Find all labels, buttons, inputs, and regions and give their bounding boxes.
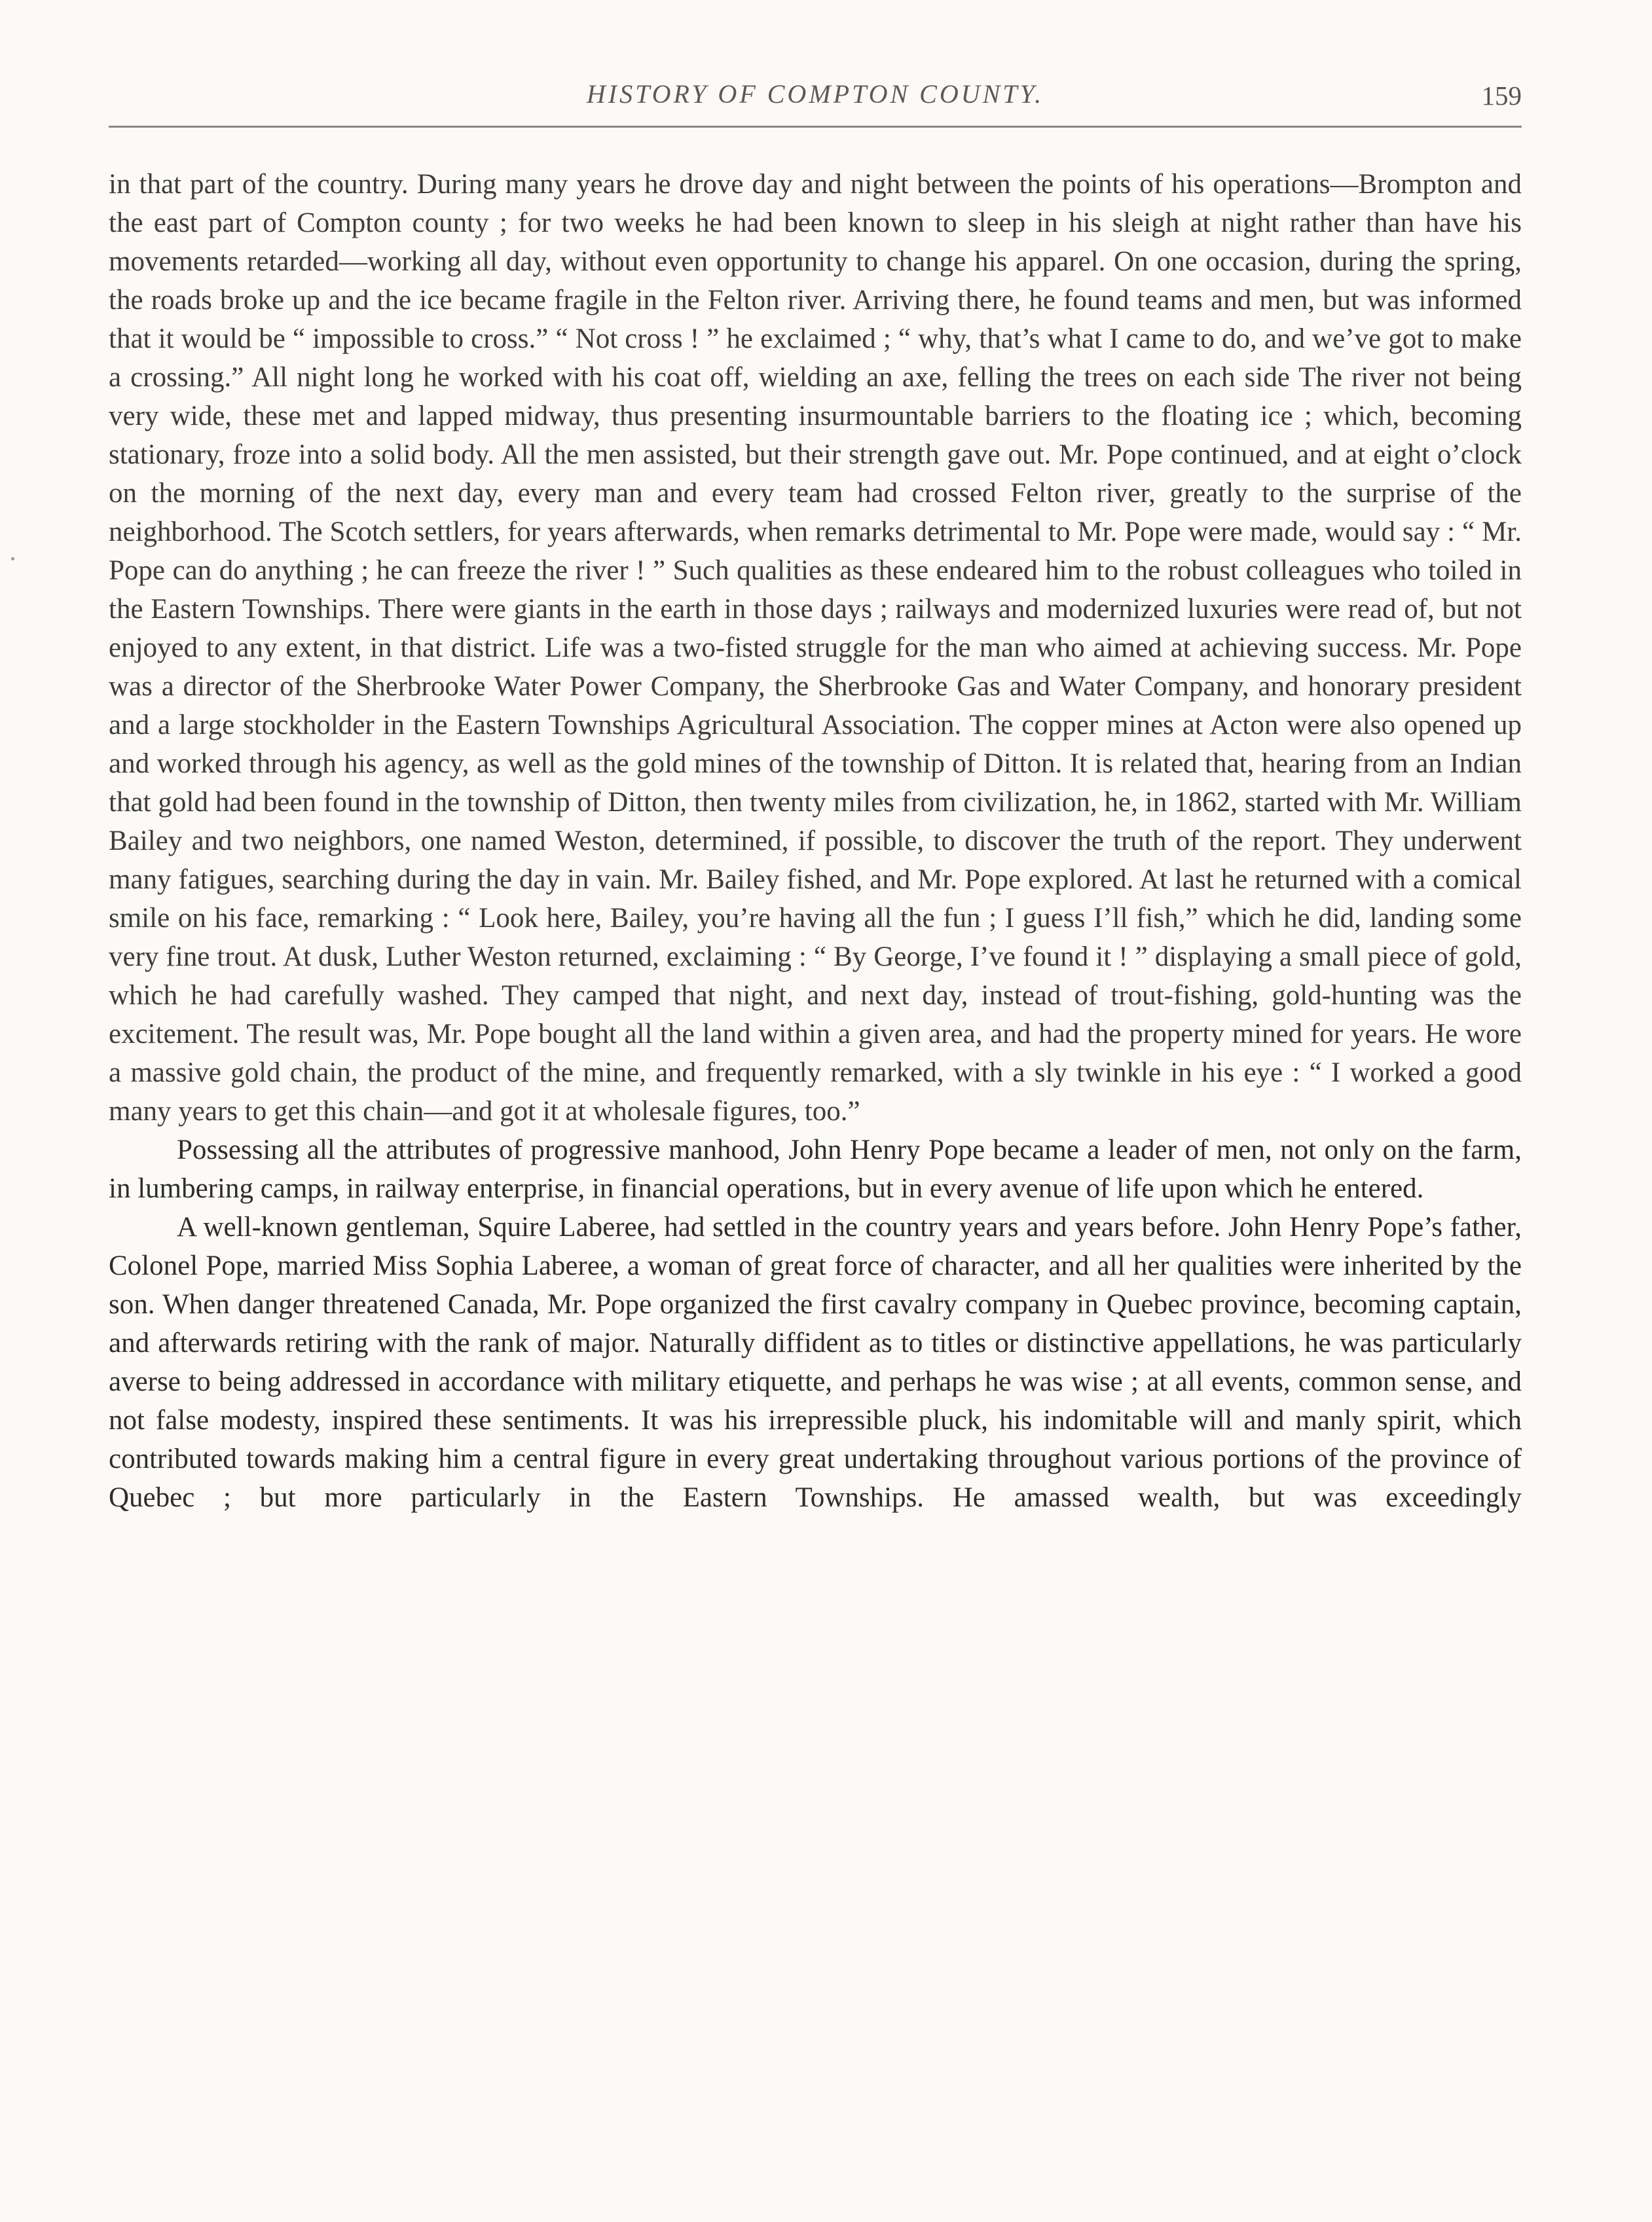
header-rule	[109, 126, 1522, 128]
running-title: HISTORY OF COMPTON COUNTY.	[586, 79, 1044, 109]
paragraph-laberee-family: A well-known gentleman, Squire Laberee, had settled in the country years and years before. John Henry Pope’s father, Colonel Pope, married Miss Sophia Laberee, a woman of great force of character, and all her qualities were inherited by the son. When danger threatened Canada, Mr. Pope organized the first cavalry company in Quebec province, becoming captain, and afterwards retiring with the rank of major. Naturally diffident as to titles or distinctive appellations, he was particularly averse to being addressed in accordance with military etiquette, and perhaps he was wise ; at all events, common sense, and not false modesty, inspired these sentiments. It was his irrepressible pluck, his indomitable will and manly spirit, which contributed towards making him a central figure in every great undertaking throughout various portions of the province of Quebec ; but more particularly in the Eastern Townships. He amassed wealth, but was exceedingly	[109, 1212, 1522, 1513]
page-number: 159	[1481, 81, 1522, 111]
running-header	[109, 73, 1522, 130]
body-text	[109, 165, 1522, 1517]
paper-speck	[11, 557, 14, 560]
paragraph-pope-anecdotes: in that part of the country. During many years he drove day and night between the points of his operations—Brompton and the east part of Compton county ; for two weeks he had been known to sleep in his sleigh at night rather than have his movements retarded—working all day, without even opportunity to change his apparel. On one occasion, during the spring, the roads broke up and the ice became fragile in the Felton river. Arriving there, he found teams and men, but was informed that it would be “ impossible to cross.” “ Not cross ! ” he exclaimed ; “ why, that’s what I came to do, and we’ve got to make a crossing.” All night long he worked with his coat off, wielding an axe, felling the trees on each side The river not being very wide, these met and lapped midway, thus presenting insurmountable barriers to the floating ice ; which, becoming stationary, froze into a solid body. All the men assisted, but their strength gave out. Mr. Pope continued, and at eight o’clock on the morning of the next day, every man and every team had crossed Felton river, greatly to the surprise of the neighborhood. The Scotch settlers, for years afterwards, when remarks detrimental to Mr. Pope were made, would say : “ Mr. Pope can do anything ; he can freeze the river ! ” Such qualities as these endeared him to the robust colleagues who toiled in the Eastern Townships. There were giants in the earth in those days ; railways and modernized luxuries were read of, but not enjoyed to any extent, in that district. Life was a two-fisted struggle for the man who aimed at achieving success. Mr. Pope was a director of the Sherbrooke Water Power Company, the Sherbrooke Gas and Water Company, and honorary president and a large stockholder in the Eastern Townships Agricultural Association. The copper mines at Acton were also opened up and worked through his agency, as well as the gold mines of the township of Ditton. It is related that, hearing from an Indian that gold had been found in the township of Ditton, then twenty miles from civilization, he, in 1862, started with Mr. William Bailey and two neighbors, one named Weston, determined, if possible, to discover the truth of the report. They underwent many fatigues, searching during the day in vain. Mr. Bailey fished, and Mr. Pope explored. At last he returned with a comical smile on his face, remarking : “ Look here, Bailey, you’re having all the fun ; I guess I’ll fish,” which he did, landing some very fine trout. At dusk, Luther Weston returned, exclaiming : “ By George, I’ve found it ! ” displaying a small piece of gold, which he had carefully washed. They camped that night, and next day, instead of trout-fishing, gold-hunting was the excitement. The result was, Mr. Pope bought all the land within a given area, and had the property mined for years. He wore a massive gold chain, the product of the mine, and frequently remarked, with a sly twinkle in his eye : “ I worked a good many years to get this chain—and got it at wholesale figures, too.”	[109, 169, 1522, 1127]
paragraph-progressive-manhood: Possessing all the attributes of progressive manhood, John Henry Pope became a leader of men, not only on the farm, in lumbering camps, in railway enterprise, in financial operations, but in every avenue of life upon which he entered.	[109, 1135, 1522, 1204]
